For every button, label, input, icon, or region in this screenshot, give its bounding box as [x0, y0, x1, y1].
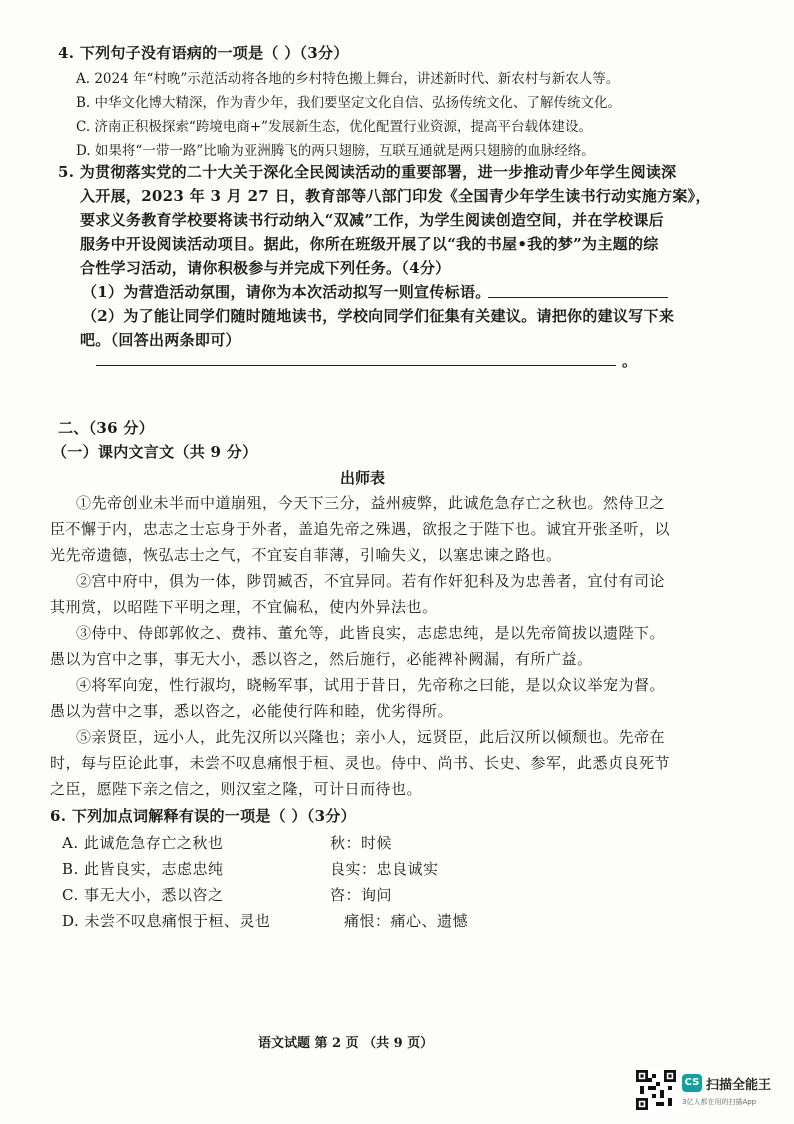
page-footer: 语文试题 第 2 页 （共 9 页） — [258, 1036, 434, 1051]
passage-title: 出师表 — [340, 469, 386, 487]
passage-line: 其刑赏，以昭陛下平明之理，不宜偏私，使内外异法也。 — [50, 598, 438, 616]
q5-para-line-1: 5. 为贯彻落实党的二十大关于深化全民阅读活动的重要部署，进一步推动青少年学生阅读深 — [58, 163, 677, 181]
q5-sub1: （1）为营造活动氛围，请你为本次活动拟写一则宣传标语。 — [82, 283, 491, 301]
q5-para-line-5: 合性学习活动，请你积极参与并完成下列任务。（4分） — [80, 259, 451, 277]
passage-line: ②宫中府中，俱为一体，陟罚臧否，不宜异同。若有作奸犯科及为忠善者，宜付有司论 — [76, 572, 666, 590]
passage-line: ①先帝创业未半而中道崩殂，今天下三分，益州疲弊，此诚危急存亡之秋也。然侍卫之 — [76, 494, 666, 512]
q4-option-a: A. 2024 年“村晚”示范活动将各地的乡村特色搬上舞台，讲述新时代、新农村与新农人等。 — [76, 71, 620, 87]
q4-option-b: B. 中华文化博大精深，作为青少年，我们要坚定文化自信、弘扬传统文化、了解传统文化。 — [76, 95, 622, 111]
q6-option-d-sentence: D. 未尝不叹息痛恨于桓、灵也 — [62, 912, 271, 930]
q5-sub2-answer-line[interactable] — [96, 365, 616, 366]
passage-line: 时，每与臣论此事，未尝不叹息痛恨于桓、灵也。侍中、尚书、长史、参军，此悉贞良死节 — [50, 754, 671, 772]
q6-option-d-gloss: 痛恨：痛心、遗憾 — [344, 912, 469, 930]
passage-line: 愚以为营中之事，悉以咨之，必能使行阵和睦，优劣得所。 — [50, 702, 454, 720]
scanner-brand-name: 扫描全能王 — [706, 1078, 772, 1093]
q5-para-line-2: 入开展，2023 年 3 月 27 日，教育部等八部门印发《全国青少年学生读书行动实施方案》， — [80, 187, 711, 205]
q5-sub1-answer-line[interactable] — [488, 297, 668, 298]
passage-line: ③侍中、侍郎郭攸之、费祎、董允等，此皆良实，志虑忠纯，是以先帝简拔以遗陛下。 — [76, 624, 666, 642]
q4-stem: 4. 下列句子没有语病的一项是（ ）（3分） — [58, 44, 349, 62]
passage-line: 愚以为宫中之事，事无大小，悉以咨之，然后施行，必能裨补阙漏，有所广益。 — [50, 650, 593, 668]
section-sub-heading: （一）课内文言文（共 9 分） — [52, 443, 258, 461]
passage-line: ⑤亲贤臣，远小人，此先汉所以兴隆也；亲小人，远贤臣，此后汉所以倾颓也。先帝在 — [76, 728, 666, 746]
q5-sub2-end-mark: 。 — [622, 352, 638, 370]
q5-para-line-3: 要求义务教育学校要将读书行动纳入“双减”工作，为学生阅读创造空间，并在学校课后 — [80, 211, 664, 229]
q6-option-b-gloss: 良实：忠良诚实 — [330, 860, 439, 878]
q4-option-d: D. 如果将“一带一路”比喻为亚洲腾飞的两只翅膀，互联互通就是两只翅膀的血脉经络。 — [76, 143, 595, 159]
scanner-logo-icon: CS — [682, 1074, 702, 1092]
scanner-tagline: 3亿人都在用的扫描App — [682, 1098, 757, 1106]
qr-code-icon — [636, 1070, 676, 1110]
q6-option-c-gloss: 咨：询问 — [330, 886, 393, 904]
q6-option-c-sentence: C. 事无大小，悉以咨之 — [62, 886, 224, 904]
section-heading: 二、（36 分） — [58, 419, 154, 437]
q6-option-a-gloss: 秋：时候 — [330, 834, 393, 852]
passage-line: 光先帝遗德，恢弘志士之气，不宜妄自菲薄，引喻失义，以塞忠谏之路也。 — [50, 546, 562, 564]
passage-line: 之臣，愿陛下亲之信之，则汉室之隆，可计日而待也。 — [50, 780, 423, 798]
q5-sub2-line-2: 吧。（回答出两条即可） — [80, 331, 241, 349]
q6-stem: 6. 下列加点词解释有误的一项是（ ）（3分） — [50, 807, 356, 825]
q6-option-b-sentence: B. 此皆良实，志虑忠纯 — [62, 860, 224, 878]
passage-line: 臣不懈于内，忠志之士忘身于外者，盖追先帝之殊遇，欲报之于陛下也。诚宜开张圣听，以 — [50, 520, 671, 538]
q5-para-line-4: 服务中开设阅读活动项目。据此，你所在班级开展了以“我的书屋•我的梦”为主题的综 — [80, 235, 659, 253]
q5-sub2-line-1: （2）为了能让同学们随时随地读书，学校向同学们征集有关建议。请把你的建议写下来 — [82, 307, 675, 325]
passage-line: ④将军向宠，性行淑均，晓畅军事，试用于昔日，先帝称之曰能，是以众议举宠为督。 — [76, 676, 666, 694]
q6-option-a-sentence: A. 此诚危急存亡之秋也 — [62, 834, 224, 852]
q4-option-c: C. 济南正积极探索“跨境电商+”发展新生态，优化配置行业资源，提高平台载体建设。 — [76, 119, 593, 135]
